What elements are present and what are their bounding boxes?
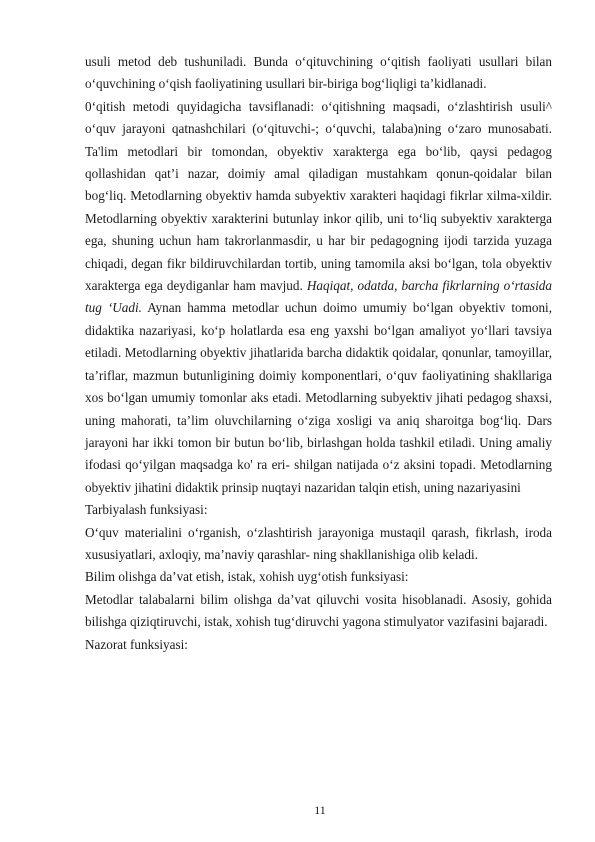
page-number: 11 xyxy=(314,803,326,817)
paragraph: usuli metod deb tushuniladi. Bunda o‘qituvchining o‘qitish faoliyati usullari bilan o‘quvchining o‘qish faoliyatining usullari bir-biriga bog‘liqligi ta’kidlanadi. xyxy=(85,54,552,92)
section-heading: Nazorat funksiyasi: xyxy=(85,636,188,652)
paragraph xyxy=(85,96,552,499)
paragraph-text: Aynan hamma metodlar uchun doimo umumiy bo‘lgan obyektiv tomoni, didaktika nazariyasi, ko‘p holatlarda esa eng yaxshi bo‘lgan amaliyot yo‘llari tavsiya etiladi. Metodlarning obyektiv jihatlarida barcha didaktik qoidalar, qonunlar, tamoyillar, ta’riflar, mazmun butunligining doimiy komponentlari, o‘quv faoliyatining shakllariga xos bo‘lgan umumiy tomonlar aks etadi. Metodlarning subyektiv jihati pedagog shaxsi, uning mahorati, ta’lim oluvchilarning o‘ziga xosligi va aniq sharoitga bog‘liq. Dars jarayoni har ikki tomon bir butun bo‘lib, birlashgan holda tashkil etiladi. Uning amaliy ifodasi qo‘yilgan maqsadga ko' ra eri- shilgan natijada o‘z aksini topadi. Metodlarning obyektiv jihatini didaktik prinsip nuqtayi nazaridan talqin etish, uning nazariyasini xyxy=(85,300,552,495)
paragraph-text: 0‘qitish metodi quyidagicha tavsiflanadi: o‘qitishning maqsadi, o‘zlashtirish usuli^ o‘quv jarayoni qatnashchilari (o‘qituvchi-; o‘quvchi, talaba)ning o‘zaro munosabati. Ta'lim metodlari bir tomondan, obyektiv xarakterga ega bo‘lib, qaysi pedagog qollashidan qat’i nazar, doimiy amal qiladigan mustahkam qonun-qoidalar bilan bog‘liq. Metodlarning obyektiv hamda subyektiv xarakteri haqidagi fikrlar xilma-xildir. Metodlarning obyektiv xarakterini butunlay inkor qilib, uni to‘liq subyektiv xarakterga ega, shuning uchun ham takrorlanmasdir, u har bir pedagogning ijodi tarzida yuzaga chiqadi, degan fikr bildiruvchilardan tortib, uning tamomila aksi bo‘lgan, tola obyektiv xarakterga ega deydiganlar ham mavjud. xyxy=(85,98,552,294)
document-body xyxy=(85,51,552,656)
section-heading: Tarbiyalash funksiyasi: xyxy=(85,502,208,518)
section-heading: Bilim olishga da’vat etish, istak, xohish uyg‘otish funksiyasi: xyxy=(85,569,409,585)
paragraph: O‘quv materialini o‘rganish, o‘zlashtirish jarayoniga mustaqil qarash, fikrlash, iroda xususiyatlari, axloqiy, ma’naviy qarashlar- ning shakllanishiga olib keladi. xyxy=(85,524,552,562)
paragraph: Metodlar talabalarni bilim olishga da’vat qiluvchi vosita hisoblanadi. Asosiy, gohida bilishga qiziqtiruvchi, istak, xohish tug‘diruvchi yagona stimulyator vazifasini bajaradi. xyxy=(85,591,552,630)
italic-quote: Haqiqat, odatda, barcha fikrlarning o‘rtasida tug ‘Uadi. xyxy=(85,278,552,316)
